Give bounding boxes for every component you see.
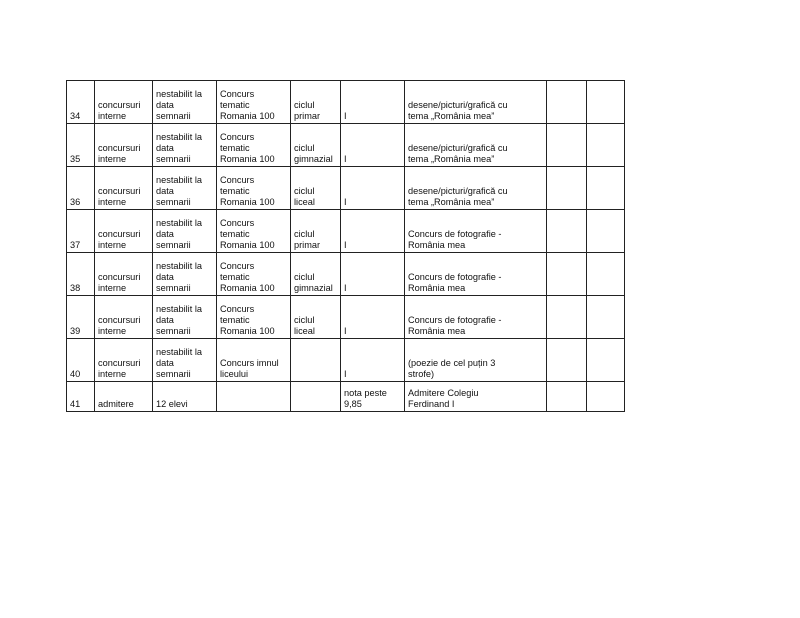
phase-cell: I <box>341 210 405 253</box>
description-cell: desene/picturi/grafică cu tema „România mea” <box>405 81 547 124</box>
contest-cell: Concurs tematic Romania 100 <box>217 81 291 124</box>
description-cell: Concurs de fotografie - România mea <box>405 296 547 339</box>
description-cell: Concurs de fotografie - România mea <box>405 210 547 253</box>
type-cell: concursuri interne <box>95 210 153 253</box>
date-cell: nestabilit la data semnarii <box>153 253 217 296</box>
extra-cell-1 <box>547 339 587 382</box>
extra-cell-2 <box>587 124 625 167</box>
table-row <box>67 382 625 412</box>
extra-cell-1 <box>547 382 587 412</box>
table-row <box>67 124 625 167</box>
table-row <box>67 210 625 253</box>
type-cell: concursuri interne <box>95 296 153 339</box>
date-cell: nestabilit la data semnarii <box>153 167 217 210</box>
cycle-cell: ciclul gimnazial <box>291 253 341 296</box>
contest-cell: Concurs tematic Romania 100 <box>217 296 291 339</box>
description-cell: desene/picturi/grafică cu tema „România mea” <box>405 124 547 167</box>
table-row <box>67 296 625 339</box>
table-row <box>67 167 625 210</box>
date-cell: nestabilit la data semnarii <box>153 210 217 253</box>
cycle-cell: ciclul liceal <box>291 167 341 210</box>
cycle-cell: ciclul primar <box>291 210 341 253</box>
row-number: 41 <box>67 382 95 412</box>
type-cell: admitere <box>95 382 153 412</box>
row-number: 39 <box>67 296 95 339</box>
extra-cell-1 <box>547 210 587 253</box>
row-number: 38 <box>67 253 95 296</box>
date-cell: nestabilit la data semnarii <box>153 296 217 339</box>
extra-cell-1 <box>547 124 587 167</box>
cycle-cell: ciclul primar <box>291 81 341 124</box>
cycle-cell <box>291 339 341 382</box>
table-row <box>67 253 625 296</box>
extra-cell-2 <box>587 210 625 253</box>
date-cell: 12 elevi <box>153 382 217 412</box>
document-table <box>66 80 625 412</box>
extra-cell-2 <box>587 253 625 296</box>
phase-cell: I <box>341 339 405 382</box>
contest-cell: Concurs tematic Romania 100 <box>217 210 291 253</box>
description-cell: desene/picturi/grafică cu tema „România mea” <box>405 167 547 210</box>
row-number: 40 <box>67 339 95 382</box>
extra-cell-1 <box>547 81 587 124</box>
cycle-cell: ciclul liceal <box>291 296 341 339</box>
type-cell: concursuri interne <box>95 124 153 167</box>
phase-cell: I <box>341 296 405 339</box>
row-number: 37 <box>67 210 95 253</box>
extra-cell-2 <box>587 339 625 382</box>
contest-cell: Concurs imnul liceului <box>217 339 291 382</box>
type-cell: concursuri interne <box>95 339 153 382</box>
date-cell: nestabilit la data semnarii <box>153 81 217 124</box>
cycle-cell <box>291 382 341 412</box>
phase-cell: I <box>341 81 405 124</box>
table-row <box>67 81 625 124</box>
phase-cell: nota peste 9,85 <box>341 382 405 412</box>
extra-cell-1 <box>547 296 587 339</box>
extra-cell-2 <box>587 382 625 412</box>
extra-cell-1 <box>547 167 587 210</box>
extra-cell-2 <box>587 167 625 210</box>
description-cell: Concurs de fotografie - România mea <box>405 253 547 296</box>
type-cell: concursuri interne <box>95 81 153 124</box>
extra-cell-2 <box>587 81 625 124</box>
table-row <box>67 339 625 382</box>
contest-cell <box>217 382 291 412</box>
contest-cell: Concurs tematic Romania 100 <box>217 167 291 210</box>
date-cell: nestabilit la data semnarii <box>153 124 217 167</box>
description-cell: (poezie de cel puțin 3 strofe) <box>405 339 547 382</box>
row-number: 34 <box>67 81 95 124</box>
extra-cell-2 <box>587 296 625 339</box>
date-cell: nestabilit la data semnarii <box>153 339 217 382</box>
table-body <box>67 81 625 412</box>
phase-cell: I <box>341 124 405 167</box>
row-number: 36 <box>67 167 95 210</box>
contest-cell: Concurs tematic Romania 100 <box>217 253 291 296</box>
type-cell: concursuri interne <box>95 253 153 296</box>
phase-cell: I <box>341 253 405 296</box>
contest-cell: Concurs tematic Romania 100 <box>217 124 291 167</box>
extra-cell-1 <box>547 253 587 296</box>
cycle-cell: ciclul gimnazial <box>291 124 341 167</box>
row-number: 35 <box>67 124 95 167</box>
phase-cell: I <box>341 167 405 210</box>
type-cell: concursuri interne <box>95 167 153 210</box>
description-cell: Admitere Colegiu Ferdinand I <box>405 382 547 412</box>
